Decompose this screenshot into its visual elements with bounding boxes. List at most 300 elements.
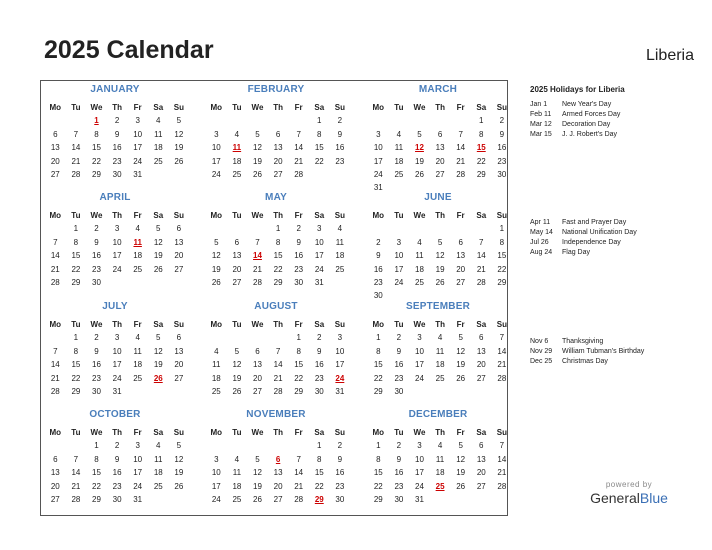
day-cell: 26: [253, 169, 262, 179]
month-may: [206, 191, 346, 289]
day-cell: 27: [456, 277, 466, 287]
weekday-header: Sa: [314, 103, 325, 112]
day-cell: 15: [314, 143, 324, 153]
weekday-header: Su: [334, 320, 345, 329]
day-cell: 18: [211, 373, 221, 383]
day-cell: 12: [211, 251, 221, 261]
empty-cell: [268, 114, 289, 127]
empty-cell: [227, 331, 248, 344]
holiday-date: Nov 6: [530, 338, 549, 345]
day-cell: 26: [174, 481, 184, 491]
day-cell: 5: [458, 441, 463, 451]
day-cell: 23: [112, 156, 122, 166]
day-cell: 13: [232, 251, 242, 261]
day-cell: 14: [476, 251, 486, 261]
day-cell: 21: [476, 264, 486, 274]
day-cell: 26: [211, 277, 221, 287]
day-cell: 23: [112, 481, 122, 491]
day-cell: 24: [394, 277, 404, 287]
day-cell: 18: [133, 251, 143, 261]
day-cell: 17: [373, 156, 383, 166]
month-name: SEPTEMBER: [405, 301, 471, 312]
day-cell: 19: [415, 156, 424, 166]
month-days-grid: [368, 101, 508, 195]
day-cell: 14: [294, 468, 304, 478]
day-cell: 27: [476, 481, 486, 491]
day-cell: 7: [296, 129, 301, 139]
day-cell: 22: [497, 264, 507, 274]
day-cell: 21: [456, 156, 466, 166]
day-cell: 19: [456, 468, 466, 478]
empty-cell: [45, 331, 66, 344]
day-cell: 19: [211, 264, 221, 274]
weekday-header: Th: [435, 103, 445, 112]
day-cell: 2: [114, 116, 120, 126]
day-cell: 16: [394, 360, 404, 370]
day-cell: 22: [71, 373, 81, 383]
weekday-header: Mo: [372, 211, 385, 220]
day-cell: 2: [94, 224, 99, 234]
day-cell: 28: [294, 169, 304, 179]
day-cell: 5: [234, 346, 240, 356]
day-cell: 16: [92, 360, 101, 370]
day-cell: 11: [154, 454, 163, 464]
weekday-header: Su: [173, 320, 184, 329]
month-days-grid: [45, 209, 185, 289]
day-cell: 25: [133, 264, 143, 274]
day-cell: 31: [112, 386, 122, 396]
holiday-day: 15: [476, 143, 486, 153]
powered-by-text: powered by: [605, 480, 653, 489]
day-cell: 29: [373, 494, 383, 504]
day-cell: 20: [273, 156, 283, 166]
holiday-date: Nov 29: [530, 348, 553, 355]
day-cell: 10: [211, 468, 221, 478]
day-cell: 27: [50, 494, 60, 504]
weekday-header: Fr: [456, 103, 465, 112]
empty-cell: [268, 331, 289, 344]
weekday-header: Fr: [294, 428, 303, 437]
day-cell: 4: [437, 441, 443, 451]
day-cell: 20: [435, 156, 445, 166]
weekday-header: Fr: [456, 428, 465, 437]
holiday-date: Mar 15: [530, 131, 552, 138]
weekday-header: Sa: [314, 428, 325, 437]
day-cell: 7: [458, 129, 463, 139]
day-cell: 1: [94, 441, 99, 451]
day-cell: 2: [376, 237, 381, 247]
day-cell: 21: [50, 373, 60, 383]
day-cell: 7: [53, 237, 58, 247]
day-cell: 10: [133, 129, 143, 139]
day-cell: 25: [394, 169, 404, 179]
day-cell: 24: [133, 481, 143, 491]
day-cell: 24: [373, 169, 383, 179]
page-title: 2025 Calendar: [44, 36, 214, 64]
day-cell: 5: [176, 441, 182, 451]
month-name: JUNE: [424, 192, 452, 203]
month-days-grid: [206, 318, 346, 398]
day-cell: 4: [156, 116, 161, 126]
day-cell: 20: [456, 264, 466, 274]
day-cell: 25: [232, 169, 242, 179]
day-cell: 30: [92, 386, 101, 396]
day-cell: 3: [317, 224, 322, 234]
holiday-name: Decoration Day: [562, 121, 611, 128]
day-cell: 17: [211, 156, 221, 166]
month-name: MARCH: [418, 84, 458, 95]
weekday-header: We: [251, 320, 264, 329]
day-cell: 21: [497, 468, 507, 478]
holiday-group: [530, 337, 705, 367]
day-cell: 25: [153, 156, 163, 166]
day-cell: 8: [376, 454, 381, 464]
day-cell: 29: [497, 277, 507, 287]
weekday-header: Tu: [71, 211, 81, 220]
month-october: [45, 408, 185, 506]
day-cell: 27: [174, 264, 184, 274]
day-cell: 29: [92, 494, 101, 504]
day-cell: 10: [415, 346, 424, 356]
holiday-row: [530, 248, 705, 258]
holiday-name: Flag Day: [562, 249, 591, 256]
weekday-header: Fr: [294, 103, 303, 112]
day-cell: 22: [92, 481, 101, 491]
day-cell: 6: [458, 237, 463, 247]
day-cell: 4: [437, 333, 443, 343]
day-cell: 22: [273, 264, 283, 274]
day-cell: 12: [232, 360, 242, 370]
day-cell: 1: [275, 224, 281, 234]
day-cell: 15: [71, 251, 81, 261]
day-cell: 3: [376, 129, 381, 139]
day-cell: 18: [153, 143, 163, 153]
day-cell: 26: [415, 169, 424, 179]
day-cell: 10: [211, 143, 221, 153]
day-cell: 14: [497, 454, 507, 464]
day-cell: 13: [174, 237, 184, 247]
weekday-header: Su: [173, 103, 184, 112]
month-august: [206, 300, 346, 398]
weekday-header: Th: [112, 428, 122, 437]
day-cell: 23: [92, 264, 101, 274]
empty-cell: [247, 222, 268, 235]
country-label: Liberia: [645, 47, 694, 64]
empty-cell: [45, 114, 66, 127]
weekday-header: Sa: [476, 103, 487, 112]
day-cell: 5: [437, 237, 443, 247]
day-cell: 28: [71, 494, 81, 504]
day-cell: 11: [415, 251, 424, 261]
day-cell: 9: [396, 454, 402, 464]
month-days-grid: [206, 101, 346, 181]
weekday-header: Fr: [133, 428, 142, 437]
empty-cell: [66, 439, 87, 452]
day-cell: 1: [499, 224, 505, 234]
day-cell: 17: [415, 360, 424, 370]
day-cell: 18: [232, 481, 242, 491]
day-cell: 25: [133, 373, 143, 383]
day-cell: 23: [294, 264, 304, 274]
day-cell: 3: [417, 333, 422, 343]
day-cell: 28: [456, 169, 466, 179]
day-cell: 4: [135, 224, 140, 234]
day-cell: 10: [335, 346, 345, 356]
weekday-header: Sa: [476, 428, 487, 437]
day-cell: 29: [273, 277, 283, 287]
weekday-header: Tu: [394, 428, 404, 437]
month-days-grid: [45, 318, 185, 398]
day-cell: 31: [133, 494, 143, 504]
weekday-header: Su: [173, 428, 184, 437]
weekday-header: Tu: [232, 320, 242, 329]
day-cell: 17: [112, 360, 122, 370]
month-june: [368, 191, 508, 303]
holiday-group: [530, 100, 705, 140]
day-cell: 13: [435, 143, 445, 153]
day-cell: 29: [92, 169, 101, 179]
day-cell: 1: [376, 333, 381, 343]
day-cell: 25: [153, 481, 163, 491]
day-cell: 16: [335, 143, 345, 153]
day-cell: 24: [112, 373, 122, 383]
day-cell: 20: [476, 360, 486, 370]
day-cell: 6: [53, 129, 58, 139]
day-cell: 12: [456, 454, 466, 464]
month-days-grid: [368, 318, 508, 398]
day-cell: 21: [253, 264, 262, 274]
day-cell: 9: [114, 129, 120, 139]
day-cell: 6: [53, 454, 58, 464]
day-cell: 7: [53, 346, 58, 356]
weekday-header: Mo: [372, 428, 385, 437]
day-cell: 15: [92, 143, 101, 153]
holiday-name: New Year's Day: [562, 101, 612, 108]
day-cell: 15: [92, 468, 101, 478]
day-cell: 5: [156, 333, 161, 343]
day-cell: 20: [476, 468, 486, 478]
day-cell: 24: [211, 494, 221, 504]
weekday-header: Th: [273, 103, 283, 112]
day-cell: 13: [50, 468, 60, 478]
holiday-name: William Tubman's Birthday: [562, 348, 645, 355]
holiday-day: 12: [415, 143, 424, 153]
day-cell: 6: [275, 129, 281, 139]
holiday-day: 11: [133, 237, 142, 247]
weekday-header: Th: [435, 211, 445, 220]
day-cell: 20: [174, 360, 184, 370]
day-cell: 13: [273, 468, 283, 478]
day-cell: 14: [456, 143, 466, 153]
weekday-header: Mo: [210, 320, 223, 329]
day-cell: 10: [112, 237, 122, 247]
day-cell: 17: [314, 251, 324, 261]
day-cell: 3: [214, 129, 219, 139]
day-cell: 20: [273, 481, 283, 491]
day-cell: 9: [499, 129, 505, 139]
day-cell: 3: [114, 333, 120, 343]
day-cell: 18: [394, 156, 404, 166]
day-cell: 15: [373, 360, 383, 370]
month-days-grid: [45, 101, 185, 181]
brand-blue: Blue: [639, 490, 668, 506]
day-cell: 28: [497, 373, 507, 383]
day-cell: 3: [135, 116, 140, 126]
day-cell: 1: [296, 333, 301, 343]
day-cell: 2: [317, 333, 322, 343]
weekday-header: Tu: [232, 211, 242, 220]
day-cell: 16: [92, 251, 101, 261]
day-cell: 12: [253, 468, 262, 478]
day-cell: 14: [294, 143, 304, 153]
weekday-header: Th: [273, 320, 283, 329]
day-cell: 16: [335, 468, 345, 478]
day-cell: 18: [335, 251, 345, 261]
empty-cell: [247, 114, 268, 127]
day-cell: 5: [255, 129, 260, 139]
day-cell: 7: [73, 454, 79, 464]
day-cell: 26: [253, 494, 262, 504]
day-cell: 16: [112, 468, 122, 478]
weekday-header: We: [413, 320, 426, 329]
day-cell: 12: [435, 251, 445, 261]
month-days-grid: [45, 426, 185, 506]
weekday-header: Mo: [372, 320, 385, 329]
day-cell: 4: [417, 237, 422, 247]
day-cell: 9: [114, 454, 120, 464]
day-cell: 4: [234, 129, 240, 139]
holiday-day: 25: [435, 481, 445, 491]
weekday-header: We: [251, 211, 264, 220]
weekday-header: Mo: [49, 320, 62, 329]
empty-cell: [409, 114, 430, 127]
empty-cell: [409, 222, 430, 235]
weekday-header: Tu: [394, 320, 404, 329]
day-cell: 15: [294, 360, 304, 370]
day-cell: 14: [273, 360, 283, 370]
day-cell: 17: [335, 360, 345, 370]
empty-cell: [288, 114, 309, 127]
day-cell: 25: [211, 386, 221, 396]
day-cell: 17: [133, 143, 143, 153]
day-cell: 22: [294, 373, 304, 383]
day-cell: 4: [156, 441, 161, 451]
holiday-date: Feb 11: [530, 111, 552, 118]
day-cell: 24: [133, 156, 143, 166]
month-name: JANUARY: [90, 84, 140, 95]
empty-cell: [389, 222, 410, 235]
day-cell: 2: [396, 441, 402, 451]
day-cell: 31: [133, 169, 143, 179]
weekday-header: We: [90, 320, 103, 329]
day-cell: 16: [314, 360, 324, 370]
day-cell: 9: [337, 454, 343, 464]
weekday-header: Su: [334, 211, 345, 220]
day-cell: 1: [376, 441, 381, 451]
day-cell: 24: [415, 373, 424, 383]
day-cell: 18: [153, 468, 163, 478]
day-cell: 5: [156, 224, 161, 234]
weekday-header: Su: [496, 103, 507, 112]
day-cell: 19: [153, 360, 163, 370]
day-cell: 12: [153, 237, 163, 247]
day-cell: 10: [133, 454, 143, 464]
day-cell: 18: [435, 468, 445, 478]
weekday-header: Mo: [210, 428, 223, 437]
day-cell: 19: [232, 373, 242, 383]
month-july: [45, 300, 185, 398]
day-cell: 8: [275, 237, 281, 247]
weekday-header: Th: [273, 428, 283, 437]
day-cell: 30: [294, 277, 304, 287]
month-april: [45, 191, 185, 289]
day-cell: 11: [435, 454, 445, 464]
day-cell: 22: [71, 264, 81, 274]
weekday-header: Fr: [133, 211, 142, 220]
day-cell: 14: [71, 468, 81, 478]
day-cell: 17: [133, 468, 143, 478]
day-cell: 23: [92, 373, 101, 383]
month-days-grid: [368, 426, 508, 506]
weekday-header: Tu: [394, 211, 404, 220]
empty-cell: [450, 114, 471, 127]
day-cell: 29: [294, 386, 304, 396]
day-cell: 9: [337, 129, 343, 139]
day-cell: 30: [112, 494, 122, 504]
day-cell: 8: [376, 346, 381, 356]
holiday-row: [530, 130, 705, 140]
weekday-header: Tu: [71, 428, 81, 437]
day-cell: 21: [71, 481, 81, 491]
day-cell: 6: [176, 333, 182, 343]
month-days-grid: [206, 209, 346, 289]
month-september: [368, 300, 508, 398]
day-cell: 12: [174, 454, 184, 464]
day-cell: 2: [114, 441, 120, 451]
day-cell: 16: [497, 143, 507, 153]
day-cell: 10: [314, 237, 324, 247]
day-cell: 26: [456, 481, 466, 491]
day-cell: 1: [317, 116, 322, 126]
day-cell: 28: [294, 494, 304, 504]
day-cell: 27: [253, 386, 262, 396]
day-cell: 1: [317, 441, 322, 451]
empty-cell: [227, 114, 248, 127]
day-cell: 21: [50, 264, 60, 274]
holiday-date: Apr 11: [530, 219, 551, 226]
day-cell: 9: [94, 346, 99, 356]
day-cell: 25: [435, 373, 445, 383]
day-cell: 29: [71, 386, 81, 396]
day-cell: 24: [112, 264, 122, 274]
day-cell: 4: [135, 333, 140, 343]
month-december: [368, 408, 508, 506]
brand-logo: [584, 490, 674, 506]
month-november: [206, 408, 346, 506]
day-cell: 23: [335, 481, 345, 491]
day-cell: 23: [394, 373, 404, 383]
weekday-header: Fr: [294, 211, 303, 220]
holiday-row: [530, 100, 705, 110]
day-cell: 17: [112, 251, 122, 261]
day-cell: 8: [499, 237, 505, 247]
day-cell: 21: [294, 156, 304, 166]
day-cell: 16: [112, 143, 122, 153]
day-cell: 9: [296, 237, 301, 247]
day-cell: 14: [497, 346, 507, 356]
day-cell: 21: [273, 373, 283, 383]
empty-cell: [206, 222, 227, 235]
